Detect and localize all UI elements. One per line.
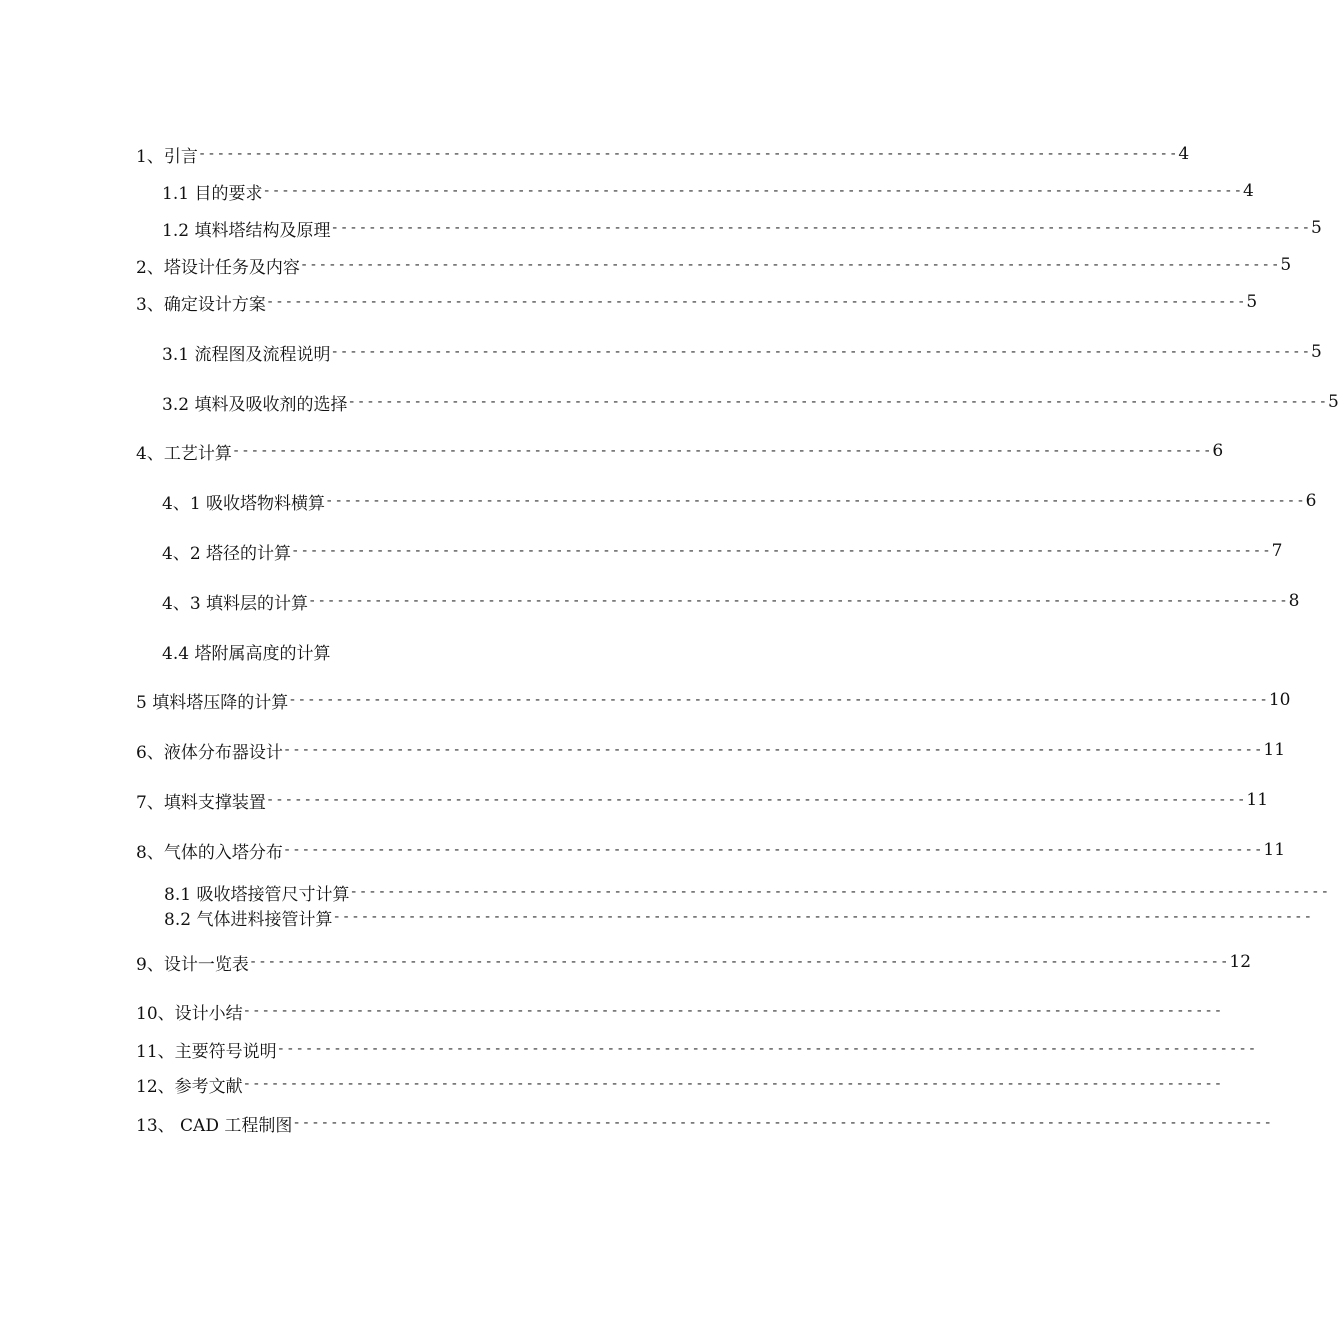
toc-dot-leader: -------------------------------------------------------------------------------------------------------- bbox=[242, 1003, 1224, 1019]
toc-page-number: 5 bbox=[1328, 392, 1339, 412]
toc-entry-label: 8、气体的入塔分布 bbox=[136, 842, 283, 863]
toc-entry bbox=[136, 438, 1224, 464]
toc-entry-label: 3.1 流程图及流程说明 bbox=[162, 344, 331, 365]
toc-page-number: 5 bbox=[1311, 342, 1322, 362]
toc-entry bbox=[136, 737, 1286, 763]
toc-entry-label: 4、1 吸收塔物料横算 bbox=[162, 493, 326, 514]
toc-entry bbox=[136, 252, 1292, 278]
toc-entry bbox=[162, 178, 1254, 204]
toc-entry bbox=[136, 687, 1291, 713]
toc-entry bbox=[136, 949, 1252, 975]
toc-entry bbox=[136, 1036, 1258, 1062]
toc-entry-label: 5 填料塔压降的计算 bbox=[136, 692, 289, 713]
toc-dot-leader: -------------------------------------------------------------------------------------------------------- bbox=[288, 692, 1269, 708]
toc-dot-leader: -------------------------------------------------------------------------------------------------------- bbox=[197, 146, 1179, 162]
toc-dot-leader: -------------------------------------------------------------------------------------------------------- bbox=[332, 909, 1314, 925]
toc-entry-label: 6、液体分布器设计 bbox=[136, 742, 283, 763]
toc-page-number: 5 bbox=[1246, 292, 1258, 312]
toc-page-number: 5 bbox=[1311, 218, 1322, 238]
toc-entry-label: 4、3 填料层的计算 bbox=[162, 593, 309, 614]
toc-dot-leader: -------------------------------------------------------------------------------------------------------- bbox=[349, 884, 1331, 900]
toc-entry bbox=[162, 538, 1283, 564]
toc-entry bbox=[162, 638, 402, 664]
toc-dot-leader: -------------------------------------------------------------------------------------------------------- bbox=[292, 1115, 1273, 1131]
toc-entry bbox=[136, 837, 1286, 863]
toc-entry bbox=[162, 588, 1300, 614]
toc-dot-leader: -------------------------------------------------------------------------------------------------------- bbox=[325, 493, 1306, 509]
toc-page-number: 11 bbox=[1263, 740, 1286, 760]
toc-entry bbox=[136, 787, 1269, 813]
toc-entry-label: 12、参考文献 bbox=[136, 1076, 243, 1097]
toc-entry-label: 4、工艺计算 bbox=[136, 443, 232, 464]
toc-dot-leader: -------------------------------------------------------------------------------------------------------- bbox=[276, 1041, 1258, 1057]
toc-entry bbox=[136, 141, 1190, 167]
toc-entry-label: 8.1 吸收塔接管尺寸计算 bbox=[164, 884, 350, 905]
toc-page-number: 4 bbox=[1243, 181, 1254, 201]
toc-entry-label: 9、设计一览表 bbox=[136, 954, 249, 975]
toc-page-number: 12 bbox=[1229, 952, 1252, 972]
toc-page-number: 11 bbox=[1263, 840, 1286, 860]
toc-entry bbox=[164, 904, 1314, 930]
toc-entry-label: 2、塔设计任务及内容 bbox=[136, 257, 300, 278]
toc-entry bbox=[162, 339, 1322, 365]
toc-page-number: 11 bbox=[1246, 790, 1269, 810]
toc-entry-label: 10、设计小结 bbox=[136, 1003, 243, 1024]
toc-entry-label: 7、填料支撑装置 bbox=[136, 792, 266, 813]
toc-dot-leader: -------------------------------------------------------------------------------------------------------- bbox=[330, 344, 1312, 360]
toc-page-number: 6 bbox=[1305, 491, 1317, 511]
toc-entry-label: 13、 CAD 工程制图 bbox=[136, 1115, 293, 1136]
toc-entry bbox=[162, 488, 1317, 514]
toc-page-number: 6 bbox=[1212, 441, 1224, 461]
toc-entry bbox=[136, 1071, 1224, 1097]
toc-dot-leader: -------------------------------------------------------------------------------------------------------- bbox=[291, 543, 1272, 559]
toc-entry-label: 4.4 塔附属高度的计算 bbox=[162, 643, 331, 664]
toc-dot-leader: -------------------------------------------------------------------------------------------------------- bbox=[248, 954, 1230, 970]
toc-page-number: 10 bbox=[1268, 690, 1291, 710]
toc-entry bbox=[136, 998, 1224, 1024]
toc-entry-label: 8.2 气体进料接管计算 bbox=[164, 909, 333, 930]
toc-entry-label: 1、引言 bbox=[136, 146, 198, 167]
toc-entry bbox=[136, 289, 1258, 315]
toc-dot-leader: -------------------------------------------------------------------------------------------------------- bbox=[262, 183, 1244, 199]
toc-dot-leader: -------------------------------------------------------------------------------------------------------- bbox=[265, 792, 1247, 808]
toc-dot-leader: -------------------------------------------------------------------------------------------------------- bbox=[231, 443, 1213, 459]
toc-entry bbox=[162, 215, 1322, 241]
toc-entry bbox=[164, 879, 1331, 905]
toc-dot-leader: -------------------------------------------------------------------------------------------------------- bbox=[242, 1076, 1224, 1092]
toc-page-number: 5 bbox=[1280, 255, 1292, 275]
toc-dot-leader: -------------------------------------------------------------------------------------------------------- bbox=[265, 294, 1247, 310]
toc-entry-label: 3、确定设计方案 bbox=[136, 294, 266, 315]
toc-dot-leader: -------------------------------------------------------------------------------------------------------- bbox=[330, 220, 1312, 236]
toc-dot-leader: -------------------------------------------------------------------------------------------------------- bbox=[299, 257, 1281, 273]
toc-dot-leader: -------------------------------------------------------------------------------------------------------- bbox=[282, 842, 1264, 858]
toc-page-number: 7 bbox=[1271, 541, 1283, 561]
toc-entry-label: 3.2 填料及吸收剂的选择 bbox=[162, 394, 348, 415]
toc-entry-label: 1.2 填料塔结构及原理 bbox=[162, 220, 331, 241]
toc-entry bbox=[162, 389, 1339, 415]
toc-dot-leader: -------------------------------------------------------------------------------------------------------- bbox=[308, 593, 1289, 609]
toc-page-number: 4 bbox=[1178, 144, 1190, 164]
toc-entry-label: 4、2 塔径的计算 bbox=[162, 543, 292, 564]
toc-entry-label: 1.1 目的要求 bbox=[162, 183, 263, 204]
toc-dot-leader: -------------------------------------------------------------------------------------------------------- bbox=[282, 742, 1264, 758]
toc-page-number: 8 bbox=[1288, 591, 1300, 611]
toc-entry-label: 11、主要符号说明 bbox=[136, 1041, 277, 1062]
toc-entry bbox=[136, 1110, 1273, 1136]
toc-dot-leader: -------------------------------------------------------------------------------------------------------- bbox=[347, 394, 1329, 410]
